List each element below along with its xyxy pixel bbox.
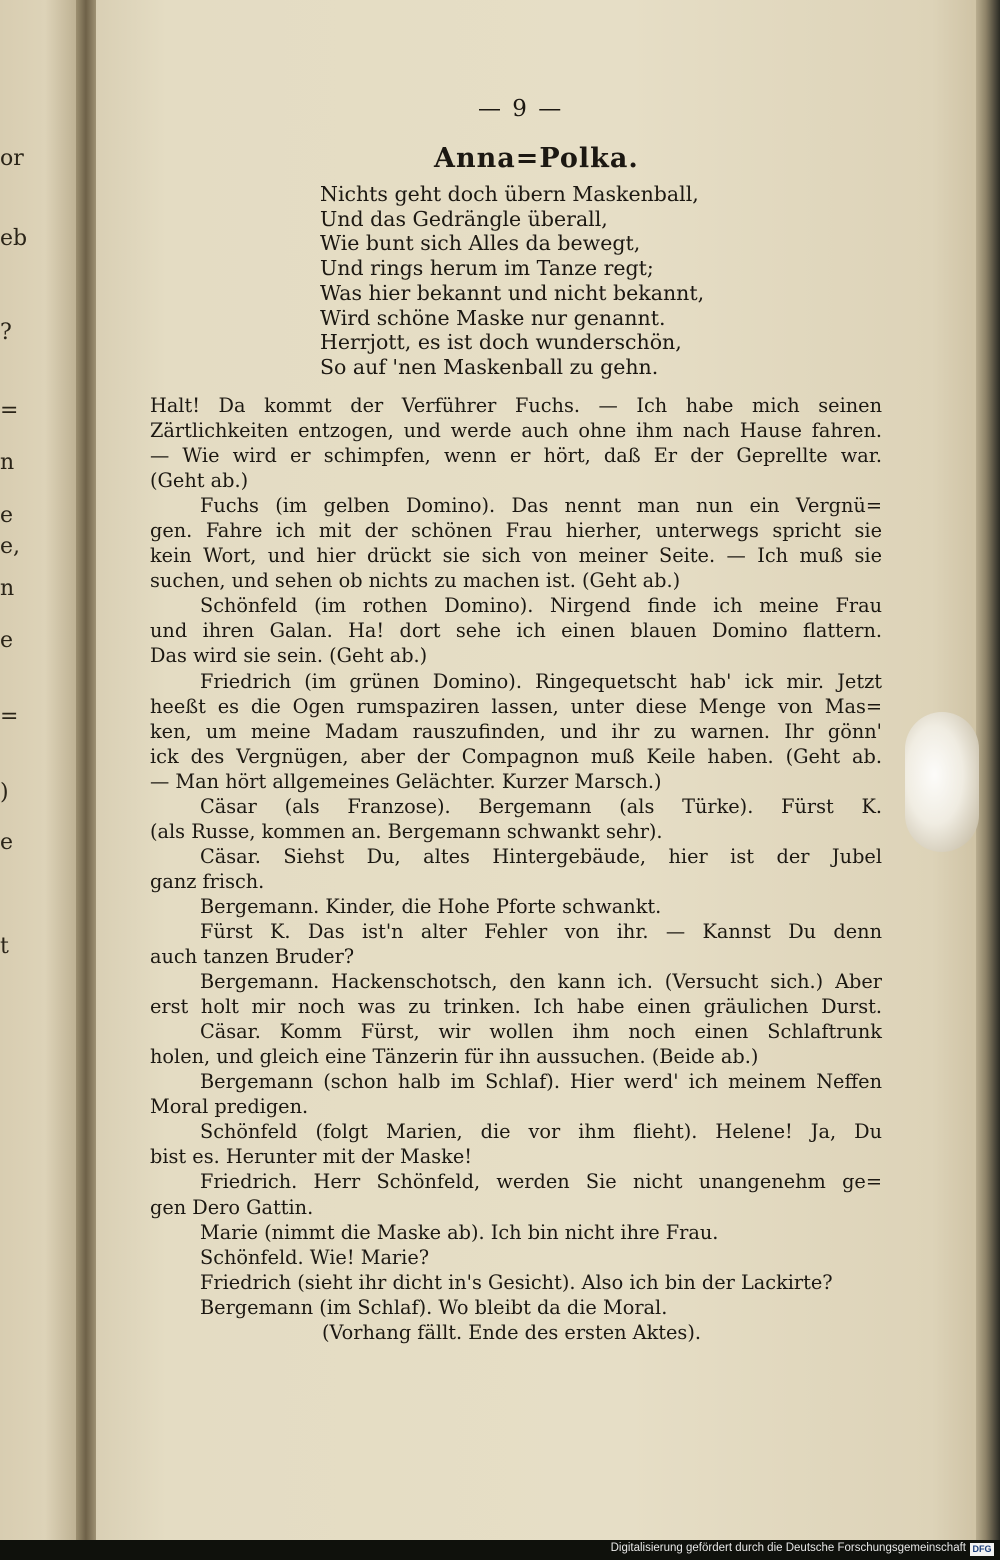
- footer-credit: Digitalisierung gefördert durch die Deutsche Forschungsgemeinschaft: [610, 1542, 966, 1554]
- verse-line: So auf 'nen Maskenball zu gehn.: [320, 354, 659, 379]
- page-number: — 9 —: [478, 96, 564, 122]
- text-line: ganz frisch.: [150, 869, 265, 893]
- speaker-line: Schönfeld (folgt Marien, die vor ihm flieht). Helene! Ja, Du: [200, 1120, 882, 1144]
- left-page-fragment: e: [0, 503, 14, 528]
- verse-line: Herrjott, es ist doch wunderschön,: [320, 330, 682, 355]
- text-line: gen. Fahre ich mit der schönen Frau hierher, unterwegs spricht sie: [150, 519, 882, 543]
- verse-line: Und rings herum im Tanze regt;: [320, 256, 654, 281]
- verse-line: Nichts geht doch übern Maskenball,: [320, 182, 699, 206]
- speaker-line: Cäsar. Siehst Du, altes Hintergebäude, hier ist der Jubel: [200, 844, 882, 868]
- song-verse: [320, 182, 704, 380]
- text-line: suchen, und sehen ob nichts zu machen ist. (Geht ab.): [150, 569, 681, 593]
- dialogue-text: [150, 393, 882, 1345]
- verse-line: Und das Gedrängle überall,: [320, 206, 608, 231]
- speaker-line: Schönfeld. Wie! Marie?: [200, 1245, 430, 1269]
- left-page-fragment: t: [0, 934, 9, 959]
- text-line: erst holt mir noch was zu trinken. Ich habe einen gräulichen Durst.: [150, 995, 882, 1019]
- text-line: holen, und gleich eine Tänzerin für ihn aussuchen. (Beide ab.): [150, 1045, 759, 1069]
- left-page-edge: [0, 0, 82, 1540]
- page-edge-shadow: [976, 0, 1000, 1540]
- speaker-line: Cäsar. Komm Fürst, wir wollen ihm noch einen Schlaftrunk: [200, 1020, 882, 1044]
- light-reflection: [905, 712, 979, 852]
- verse-line: Wie bunt sich Alles da bewegt,: [320, 231, 641, 256]
- speaker-line: Bergemann (schon halb im Schlaf). Hier werd' ich meinem Neffen: [200, 1070, 882, 1094]
- left-page-fragment: e: [0, 628, 14, 653]
- act-end-direction: (Vorhang fällt. Ende des ersten Aktes).: [322, 1320, 701, 1344]
- text-line: heeßt es die Ogen rumspaziren lassen, unter diese Menge von Mas=: [150, 694, 882, 718]
- left-page-fragment: n: [0, 576, 15, 601]
- speaker-line: Bergemann (im Schlaf). Wo bleibt da die Moral.: [200, 1295, 668, 1319]
- text-line: — Wie wird er schimpfen, wenn er hört, daß Er der Geprellte war.: [150, 444, 882, 468]
- text-line: Zärtlichkeiten entzogen, und werde auch ohne ihm nach Hause fahren.: [150, 419, 882, 443]
- stage-direction: (als Russe, kommen an. Bergemann schwankt sehr).: [150, 819, 663, 843]
- left-page-fragment: e: [0, 830, 14, 855]
- dfg-logo: DFG: [970, 1543, 994, 1556]
- left-page-fragment: e,: [0, 534, 21, 559]
- left-page-fragment: eb: [0, 226, 28, 251]
- left-page-fragment: n: [0, 450, 15, 475]
- verse-line: Was hier bekannt und nicht bekannt,: [320, 280, 705, 305]
- left-page-fragment: =: [0, 398, 19, 423]
- text-line: Moral predigen.: [150, 1095, 309, 1119]
- stage-direction: (Geht ab.): [150, 469, 249, 493]
- text-line: ick des Vergnügen, aber der Compagnon muß Keile haben. (Geht ab.: [150, 744, 882, 768]
- left-page-fragment: or: [0, 146, 24, 171]
- left-page-fragment: =: [0, 704, 19, 729]
- text-line: kein Wort, und hier drückt sie sich von meiner Seite. — Ich muß sie: [150, 544, 882, 568]
- verse-line: Wird schöne Maske nur genannt.: [320, 305, 666, 330]
- speaker-line: Marie (nimmt die Maske ab). Ich bin nicht ihre Frau.: [200, 1220, 719, 1244]
- text-line: gen Dero Gattin.: [150, 1195, 314, 1219]
- book-gutter: [76, 0, 98, 1540]
- text-line: bist es. Herunter mit der Maske!: [150, 1145, 473, 1169]
- text-line: Halt! Da kommt der Verführer Fuchs. — Ich habe mich seinen: [150, 394, 882, 417]
- speaker-line: Friedrich (im grünen Domino). Ringequetscht hab' ick mir. Jetzt: [200, 669, 882, 693]
- text-line: und ihren Galan. Ha! dort sehe ich einen blauen Domino flattern.: [150, 619, 882, 643]
- speaker-line: Schönfeld (im rothen Domino). Nirgend finde ich meine Frau: [200, 594, 882, 618]
- text-line: ken, um meine Madam rauszufinden, und ihr zu warnen. Ihr gönn': [150, 719, 882, 743]
- left-page-fragment: ): [0, 780, 9, 805]
- speaker-line: Fuchs (im gelben Domino). Das nennt man nun ein Vergnü=: [200, 494, 882, 518]
- stage-direction: — Man hört allgemeines Gelächter. Kurzer Marsch.): [150, 769, 662, 793]
- speaker-line: Fürst K. Das ist'n alter Fehler von ihr. — Kannst Du denn: [200, 919, 882, 943]
- speaker-line: Bergemann. Hackenschotsch, den kann ich. (Versucht sich.) Aber: [200, 970, 882, 994]
- speaker-line: Bergemann. Kinder, die Hohe Pforte schwankt.: [200, 894, 662, 918]
- speaker-line: Friedrich (sieht ihr dicht in's Gesicht). Also ich bin der Lackirte?: [200, 1270, 833, 1294]
- speaker-line: Cäsar (als Franzose). Bergemann (als Türke). Fürst K.: [200, 794, 882, 818]
- text-line: auch tanzen Bruder?: [150, 945, 355, 969]
- speaker-line: Friedrich. Herr Schönfeld, werden Sie nicht unangenehm ge=: [200, 1170, 882, 1194]
- text-line: Das wird sie sein. (Geht ab.): [150, 644, 428, 668]
- section-title: Anna=Polka.: [434, 143, 639, 174]
- left-page-fragment: ?: [0, 320, 12, 345]
